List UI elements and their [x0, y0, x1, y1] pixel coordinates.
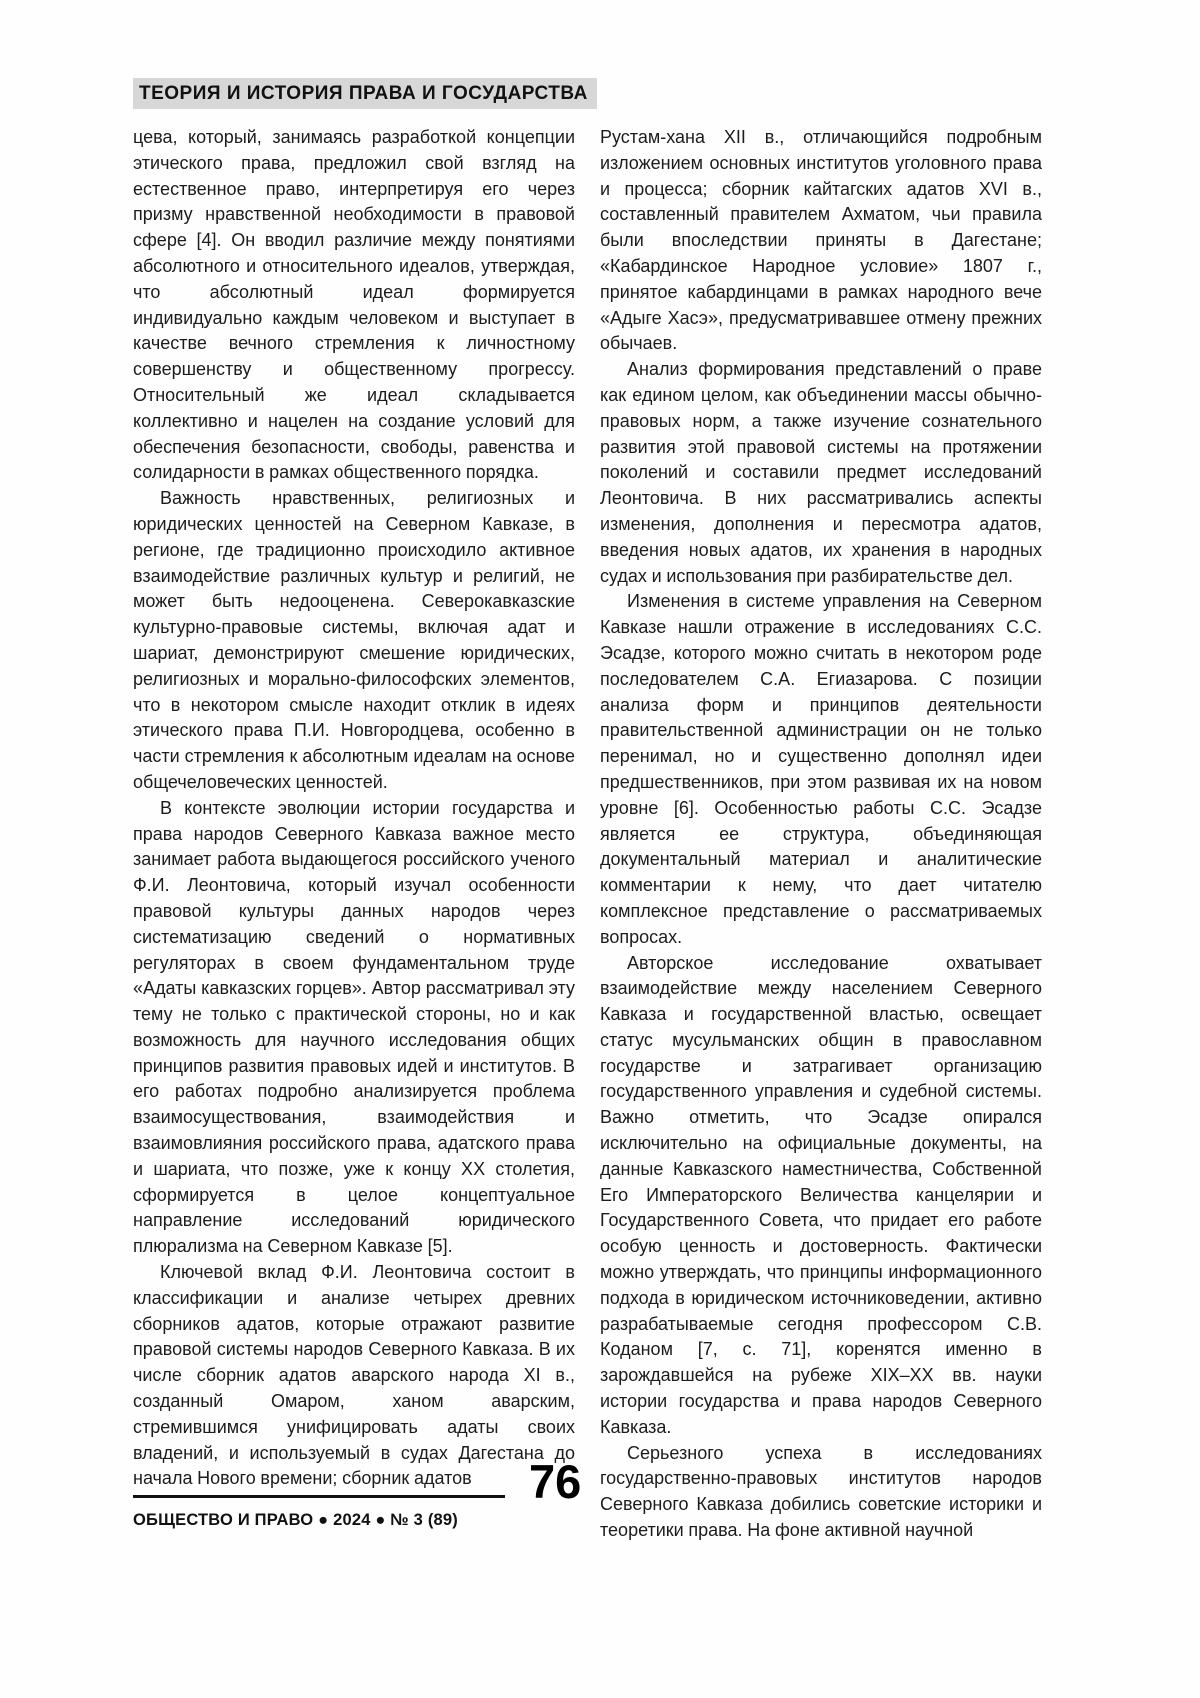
text-columns — [133, 125, 1042, 1544]
section-header: ТЕОРИЯ И ИСТОРИЯ ПРАВА И ГОСУДАРСТВА — [133, 78, 597, 109]
paragraph: Анализ формирования представлений о праве как едином целом, как объединении массы обычно-правовых норм, а также изучение сознательного развития этой правовой системы на протяжении поколений и составили предмет исследований Леонтовича. В них рассматривались аспекты изменения, дополнения и пересмотра адатов, введения новых адатов, их хранения в народных судах и использования при разбирательстве дел. — [600, 359, 1042, 586]
footer-rule — [133, 1495, 505, 1498]
journal-footer-line: ОБЩЕСТВО И ПРАВО ● 2024 ● № 3 (89) — [133, 1511, 458, 1529]
left-column — [133, 125, 575, 1492]
paragraph: Авторское исследование охватывает взаимодействие между населением Северного Кавказа и государственной властью, освещает статус мусульманских общин в православном государстве и затрагивает организацию государственного управления и судебной системы. Важно отметить, что Эсадзе опирался исключительно на официальные документы, на данные Кавказского наместничества, Собственной Его Императорского Величества канцелярии и Государственного Совета, что придает его работе особую ценность и достоверность. Фактически можно утверждать, что принципы информационного подхода в юридическом источниковедении, активно разрабатываемые сегодня профессором С.В. Коданом [7, с. 71], коренятся именно в зарождавшейся на рубеже XIX–XX вв. науки истории государства и права народов Северного Кавказа. — [600, 952, 1042, 1437]
right-column — [600, 125, 1042, 1544]
paragraph: Ключевой вклад Ф.И. Леонтовича состоит в классификации и анализе четырех древних сборников адатов, которые отражают развитие правовой системы народов Северного Кавказа. В их числе сборник адатов аварского народа XI в., созданный Омаром, ханом аварским, стремившимся унифицировать адаты своих владений, и используемый в судах Дагестана до начала Нового времени; сборник адатов — [133, 1262, 575, 1489]
paragraph: Рустам-хана XII в., отличающийся подробным изложением основных институтов уголовного права и процесса; сборник кайтагских адатов XVI в., составленный правителем Ахматом, чьи правила были впоследствии приняты в Дагестане; «Кабардинское Народное условие» 1807 г., принятое кабардинцами в рамках народного вече «Адыге Хасэ», предусматривавшее отмену прежних обычаев. — [600, 127, 1042, 354]
paragraph: В контексте эволюции истории государства и права народов Северного Кавказа важное место занимает работа выдающегося российского ученого Ф.И. Леонтовича, который изучал особенности правовой культуры данных народов через систематизацию сведений о нормативных регуляторах в своем фундаментальном труде «Адаты кавказских горцев». Автор рассматривал эту тему не только с практической стороны, но и как возможность для научного исследования общих принципов развития правовых идей и институтов. В его работах подробно анализируется проблема взаимосуществования, взаимодействия и взаимовлияния российского права, адатского права и шариата, что позже, уже к концу XX столетия, сформируется в целое концептуальное направление исследований юридического плюрализма на Северном Кавказе [5]. — [133, 797, 575, 1257]
footer-top-row — [133, 1455, 603, 1509]
paragraph: цева, который, занимаясь разработкой концепции этического права, предложил свой взгляд на естественное право, интерпретируя его через призму нравственной необходимости в правовой сфере [4]. Он вводил различие между понятиями абсолютного и относительного идеалов, утверждая, что абсолютный идеал формируется индивидуально каждым человеком и выступает в качестве вечного стремления к личностному совершенству и общественному прогрессу. Относительный же идеал складывается коллективно и нацелен на создание условий для обеспечения безопасности, свободы, равенства и солидарности в рамках общественного порядка. — [133, 127, 575, 483]
paragraph: Изменения в системе управления на Северном Кавказе нашли отражение в исследованиях С.С. Эсадзе, которого можно считать в некотором роде последователем С.А. Егиазарова. С позиции анализа форм и принципов деятельности правительственной администрации он не только перенимал, но и существенно дополнял идеи предшественников, при этом развивая их на новом уровне [6]. Особенностью работы С.С. Эсадзе является ее структура, объединяющая документальный материал и аналитические комментарии к нему, что дает читателю комплексное представление о рассматриваемых вопросах. — [600, 591, 1042, 947]
paragraph: Серьезного успеха в исследованиях государственно-правовых институтов народов Северного Кавказа добились советские историки и теоретики права. На фоне активной научной — [600, 1442, 1042, 1541]
page-number: 76 — [529, 1455, 582, 1509]
page-footer — [133, 1455, 603, 1530]
paragraph: Важность нравственных, религиозных и юридических ценностей на Северном Кавказе, в регионе, где традиционно происходило активное взаимодействие различных культур и религий, не может быть недооценена. Северокавказские культурно-правовые системы, включая адат и шариат, демонстрируют смешение юридических, религиозных и морально-философских элементов, что в некотором смысле находит отклик в идеях этического права П.И. Новгородцева, особенно в части стремления к абсолютным идеалам на основе общечеловеческих ценностей. — [133, 488, 575, 792]
